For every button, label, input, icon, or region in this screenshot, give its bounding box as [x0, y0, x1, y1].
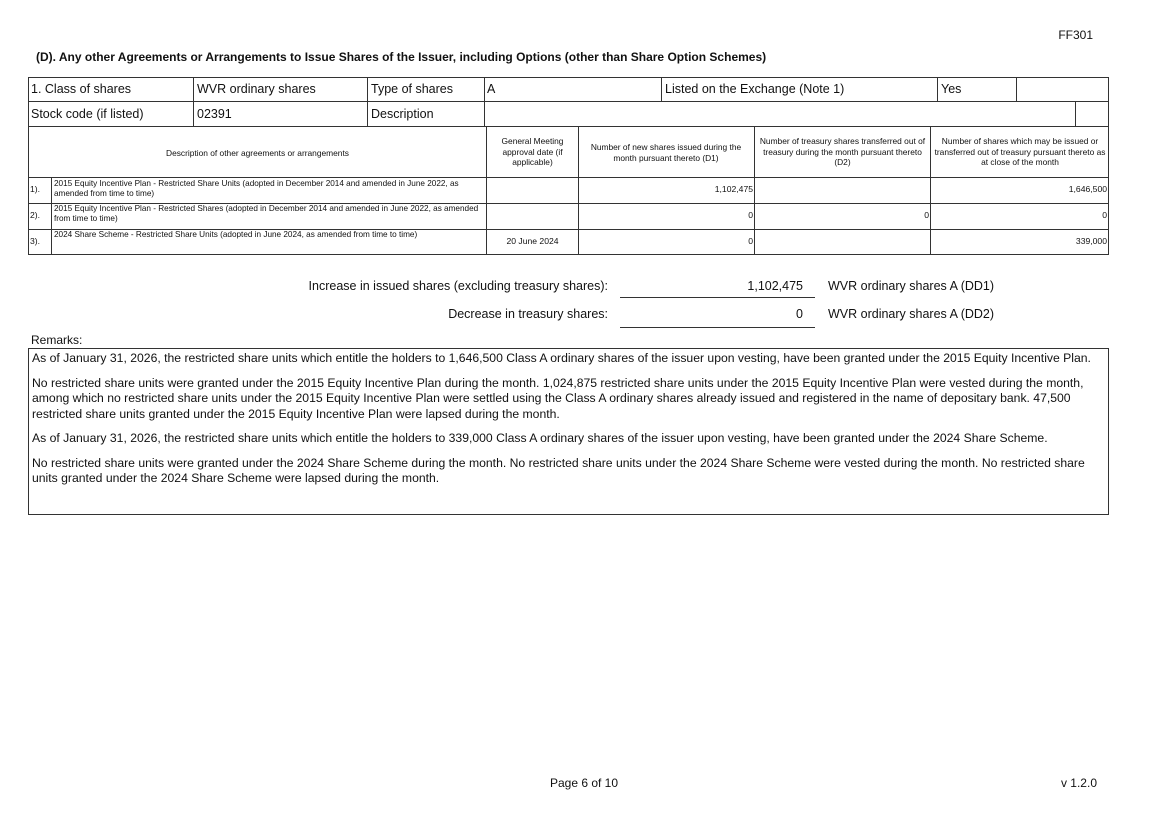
row-number: 2). — [30, 210, 41, 220]
remarks-label: Remarks: — [31, 333, 83, 347]
form-code: FF301 — [1058, 28, 1093, 42]
header-description: Description of other agreements or arrangements — [166, 148, 349, 158]
remarks-paragraph: No restricted share units were granted under the 2024 Share Scheme during the month. No restricted share units under the 2024 Share Scheme were vested during the month. No restricted share units granted under the 2024 Share Scheme were lapsed during the month. — [32, 455, 1085, 485]
info-divider — [28, 101, 1109, 102]
decrease-underline — [620, 327, 815, 328]
table-divider — [754, 127, 755, 255]
stock-code-value: 02391 — [197, 107, 232, 121]
row-d1: 0 — [748, 210, 753, 220]
table-divider — [51, 177, 52, 255]
row-d1: 0 — [748, 236, 753, 246]
version-label: v 1.2.0 — [1060, 776, 1097, 790]
remarks-box — [28, 348, 1109, 515]
table-divider — [28, 177, 1109, 178]
header-d1: Number of new shares issued during the month pursuant thereto (D1) — [590, 142, 742, 163]
increase-value: 1,102,475 — [747, 279, 803, 293]
stock-code-label: Stock code (if listed) — [31, 107, 144, 121]
info-divider — [1016, 77, 1017, 101]
class-of-shares-label: 1. Class of shares — [31, 82, 132, 96]
type-of-shares-value: A — [487, 82, 496, 96]
type-of-shares-label: Type of shares — [371, 82, 453, 96]
remarks-paragraph: As of January 31, 2026, the restricted share units which entitle the holders to 339,000 Class A ordinary shares of the issuer upon vesting, have been granted under the 2024 Share Scheme. — [32, 431, 1048, 445]
header-approval-date: General Meeting approval date (if applicable) — [501, 136, 564, 167]
decrease-label: Decrease in treasury shares: — [448, 307, 608, 321]
section-title: (D). Any other Agreements or Arrangements to Issue Shares of the Issuer, including Options (other than Share Option Schemes) — [36, 50, 767, 64]
header-d2: Number of treasury shares transferred out of treasury during the month pursuant thereto (D2) — [759, 136, 926, 167]
decrease-value: 0 — [796, 307, 803, 321]
row-approval-date: 20 June 2024 — [506, 236, 559, 246]
row-remaining: 1,646,500 — [1068, 184, 1107, 194]
table-divider — [578, 127, 579, 255]
decrease-unit: WVR ordinary shares A (DD2) — [828, 307, 995, 321]
row-description: 2015 Equity Incentive Plan - Restricted Share Units (adopted in December 2014 and amended in June 2022, as amended from time to time) — [54, 179, 459, 198]
description-label: Description — [371, 107, 434, 121]
row-description: 2024 Share Scheme - Restricted Share Units (adopted in June 2024, as amended from time to time) — [54, 230, 418, 239]
remarks-paragraph: As of January 31, 2026, the restricted share units which entitle the holders to 1,646,500 Class A ordinary shares of the issuer upon vesting, have been granted under the 2015 Equity Incentive Plan. — [32, 351, 1091, 365]
row-remaining: 339,000 — [1075, 236, 1107, 246]
row-number: 3). — [30, 236, 41, 246]
page-number: Page 6 of 10 — [549, 776, 619, 790]
row-number: 1). — [30, 184, 41, 194]
listed-value: Yes — [941, 82, 962, 96]
row-d1: 1,102,475 — [714, 184, 753, 194]
increase-unit: WVR ordinary shares A (DD1) — [828, 279, 995, 293]
increase-label: Increase in issued shares (excluding treasury shares): — [308, 279, 608, 293]
row-d2: 0 — [924, 210, 929, 220]
row-description: 2015 Equity Incentive Plan - Restricted Shares (adopted in December 2014 and amended in June 2022, as amended from time to time) — [54, 204, 479, 223]
row-remaining: 0 — [1102, 210, 1107, 220]
remarks-paragraph: No restricted share units were granted under the 2015 Equity Incentive Plan during the month. 1,024,875 restricted share units under the 2015 Equity Incentive Plan were vested during the month, among which no restricted share units under the 2015 Equity Incentive Plan were settled using the Class A ordinary shares already issued and registered in the name of depositary bank. 47,500 restricted share units granted under the 2015 Equity Incentive Plan were lapsed during the month. — [32, 375, 1084, 421]
info-divider — [1075, 101, 1076, 127]
class-of-shares-value: WVR ordinary shares — [197, 82, 316, 96]
listed-label: Listed on the Exchange (Note 1) — [665, 82, 845, 96]
header-remaining: Number of shares which may be issued or transferred out of treasury pursuant thereto as at close of the month — [934, 136, 1106, 167]
increase-underline — [620, 297, 815, 298]
